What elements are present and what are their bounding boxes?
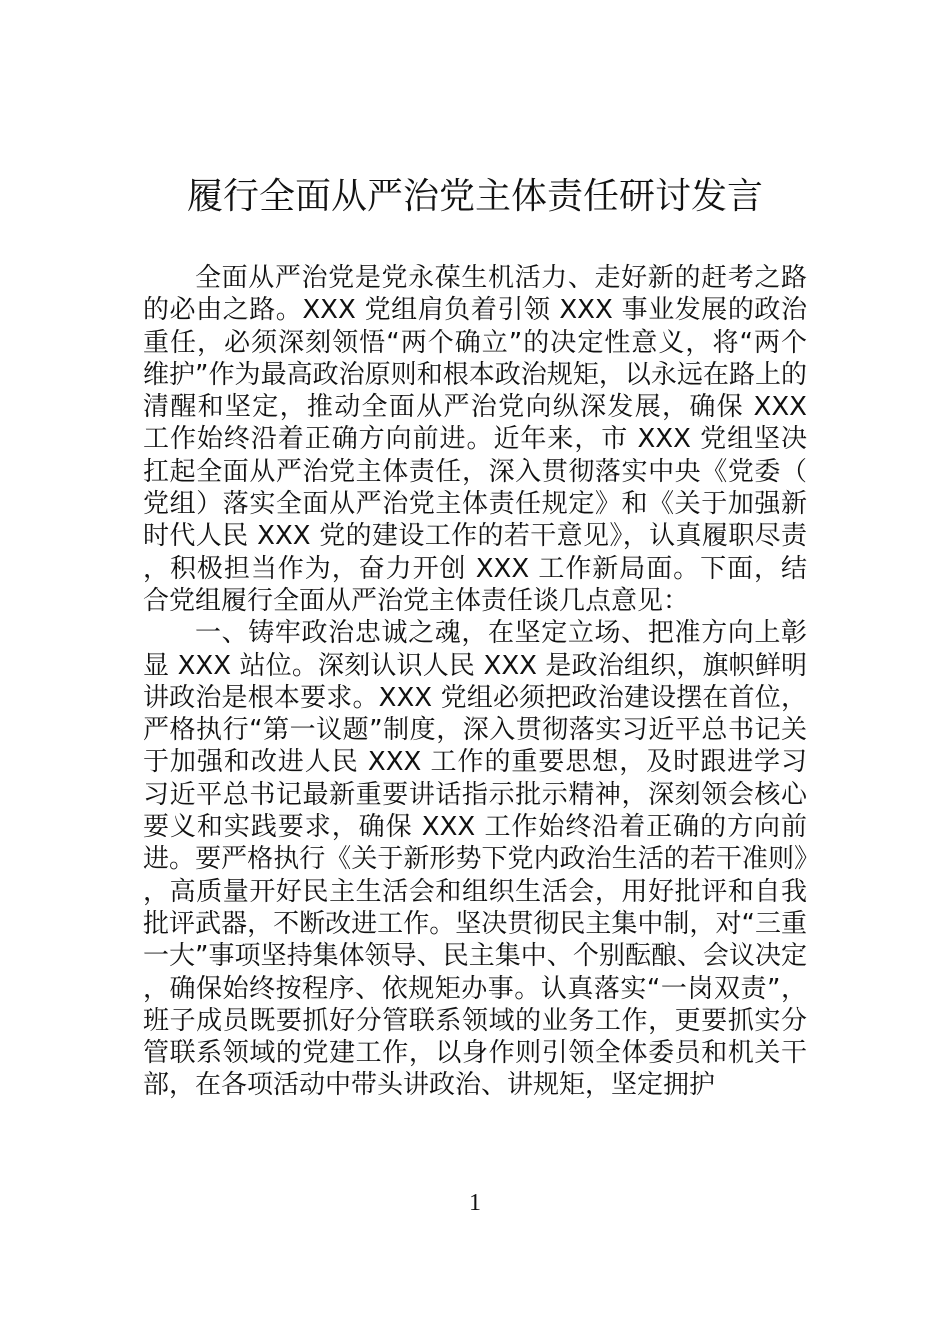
paragraph-intro: 全面从严治党是党永葆生机活力、走好新的赶考之路的必由之路。XXX 党组肩负着引领 XXX 事业发展的政治重任，必须深刻领悟“两个确立”的决定性意义，将“两个维护”作为最高政治原则和根本政治规矩，以永远在路上的清醒和坚定，推动全面从严治党向纵深发展，确保 XXX 工作始终沿着正确方向前进。近年来，市 XXX 党组坚决扛起全面从严治党主体责任，深入贯彻落实中央《党委（党组）落实全面从严治党主体责任规定》和《关于加强新时代人民 XXX 党的建设工作的若干意见》，认真履职尽责，积极担当作为，奋力开创 XXX 工作新局面。下面，结合党组履行全面从严治党主体责任谈几点意见： <box>143 263 807 616</box>
document-title: 履行全面从严治党主体责任研讨发言 <box>186 176 763 217</box>
paragraph-section-one: 一、铸牢政治忠诚之魂，在坚定立场、把准方向上彰显 XXX 站位。深刻认识人民 XXX 是政治组织，旗帜鲜明讲政治是根本要求。XXX 党组必须把政治建设摆在首位，严格执行“第一议题”制度，深入贯彻落实习近平总书记关于加强和改进人民 XXX 工作的重要思想，及时跟进学习习近平总书记最新重要讲话指示批示精神，深刻领会核心要义和实践要求，确保 XXX 工作始终沿着正确的方向前进。要严格执行《关于新形势下党内政治生活的若干准则》，高质量开好民主生活会和组织生活会，用好批评和自我批评武器，不断改进工作。坚决贯彻民主集中制，对“三重一大”事项坚持集体领导、民主集中、个别酝酿、会议决定，确保始终按程序、依规矩办事。认真落实“一岗双责”，班子成员既要抓好分管联系领域的业务工作，更要抓实分管联系领域的党建工作，以身作则引领全体委员和机关干部，在各项活动中带头讲政治、讲规矩，坚定拥护 <box>143 618 807 1101</box>
document-body <box>143 262 807 1102</box>
page-number: 1 <box>469 1190 481 1216</box>
